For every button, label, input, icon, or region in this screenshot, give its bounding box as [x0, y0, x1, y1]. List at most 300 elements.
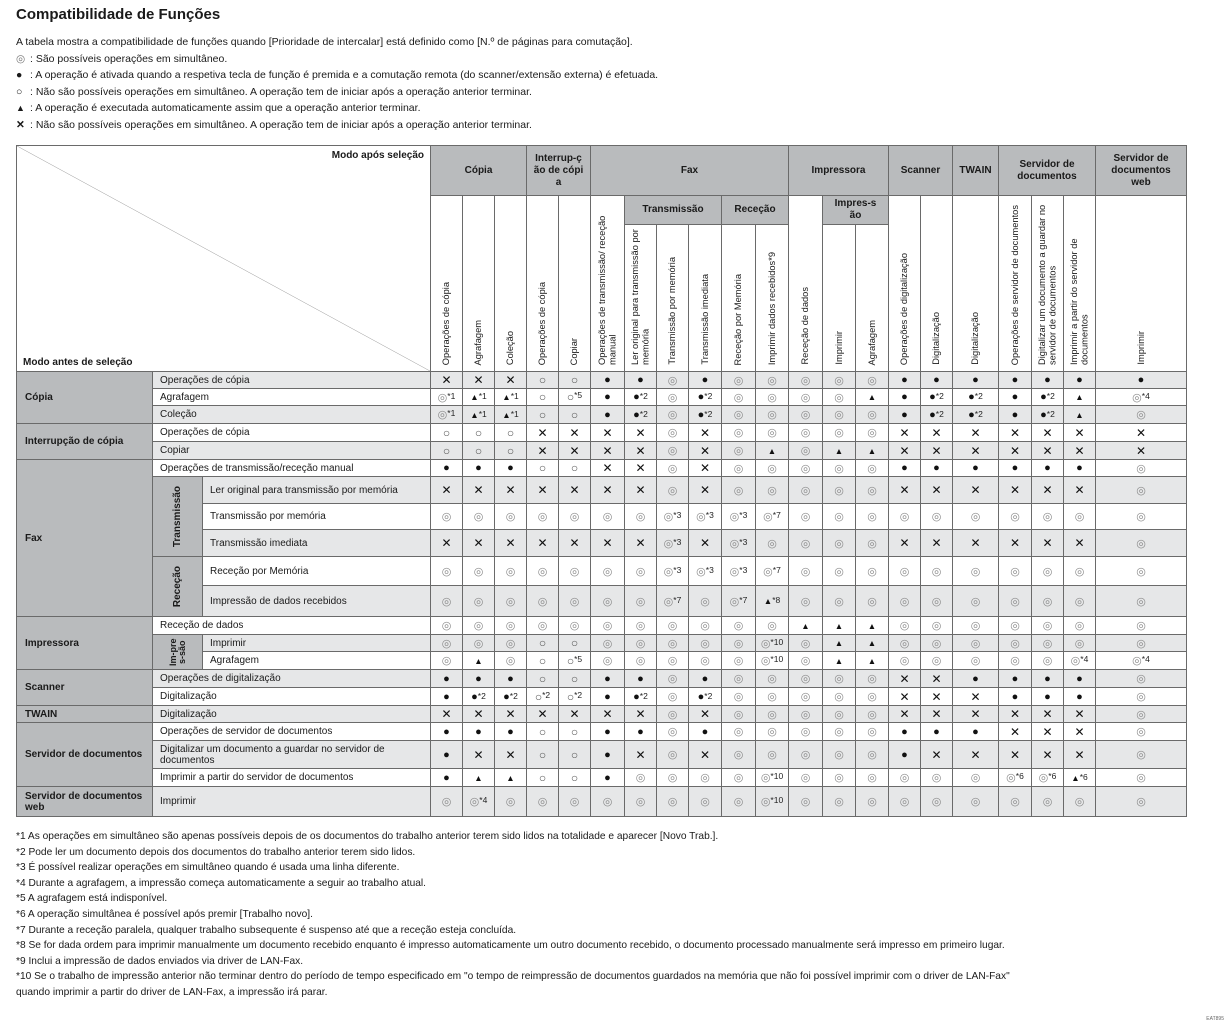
compat-cell [689, 706, 722, 723]
footnote-ref: *2 [574, 689, 583, 700]
cross-icon: ✕ [899, 671, 910, 686]
compat-cell [1096, 477, 1187, 504]
compat-cell [722, 372, 756, 389]
double-circle-icon: ◎ [767, 726, 777, 738]
compat-cell [889, 557, 921, 586]
compat-cell [625, 769, 657, 787]
compat-cell [527, 557, 559, 586]
compat-cell [689, 372, 722, 389]
double-circle-icon: ◎ [931, 655, 942, 667]
compat-cell [722, 670, 756, 688]
double-circle-icon: ◎ [1006, 772, 1016, 784]
double-circle-icon: ◎ [1074, 595, 1085, 608]
compat-cell [431, 530, 463, 557]
double-circle-icon: ◎ [667, 655, 678, 667]
double-circle-icon: ◎ [505, 796, 516, 808]
double-circle-icon: ◎ [800, 565, 811, 578]
compat-cell [856, 670, 889, 688]
compat-cell [559, 504, 591, 530]
cross-icon: ✕ [1009, 724, 1021, 739]
double-circle-icon: ◎ [867, 565, 877, 578]
footnote: *3 É possível realizar operações em simultâneo quando é usada uma linha diferente. [16, 862, 400, 874]
filled-circle-icon: ● [1137, 374, 1145, 386]
double-circle-icon: ◎ [1070, 655, 1081, 667]
compat-cell [689, 688, 722, 706]
compat-cell [756, 530, 789, 557]
triangle-icon: ▲ [16, 103, 25, 113]
compat-cell [1032, 442, 1064, 460]
triangle-icon: ▲ [834, 655, 844, 666]
compat-cell [657, 424, 689, 442]
double-circle-icon: ◎ [1136, 462, 1146, 475]
double-circle-icon: ◎ [1136, 511, 1146, 523]
filled-circle-icon: ● [604, 725, 611, 738]
row-label: Agrafagem [153, 389, 431, 406]
row-label: Digitalização [153, 688, 431, 706]
footnote-ref: *6 [1048, 771, 1057, 781]
footnote-ref: *1 [478, 408, 487, 419]
compat-cell [953, 389, 999, 406]
cross-icon: ✕ [537, 443, 548, 458]
footnote: *6 A operação simultânea é possível após premir [Trabalho novo]. [16, 908, 313, 920]
filled-circle-icon: ● [697, 408, 705, 421]
compat-cell [756, 424, 789, 442]
filled-circle-icon: ● [972, 672, 979, 685]
footnote-ref: *6 [1079, 771, 1088, 782]
compat-cell [999, 617, 1032, 635]
compat-cell [1096, 504, 1187, 530]
cross-icon: ✕ [1042, 707, 1053, 721]
double-circle-icon: ◎ [760, 655, 771, 667]
compat-cell [756, 706, 789, 723]
mode-docserver: Servidor de documentos [17, 723, 153, 787]
compat-cell [689, 389, 722, 406]
compat-cell [1064, 460, 1096, 477]
compat-cell [789, 389, 823, 406]
compat-cell [953, 477, 999, 504]
compat-cell [495, 406, 527, 424]
compat-cell [527, 723, 559, 741]
double-circle-icon: ◎ [473, 565, 484, 578]
double-circle-icon: ◎ [667, 374, 678, 387]
legend-item: ▲ : A operação é executada automaticamente assim que a operação anterior terminar. [16, 100, 658, 117]
mode-scanner: Scanner [17, 670, 153, 706]
cross-icon: ✕ [899, 689, 910, 704]
compat-cell [1096, 406, 1187, 424]
double-circle-icon: ◎ [635, 772, 646, 784]
double-circle-icon: ◎ [834, 673, 844, 685]
compat-cell [657, 586, 689, 617]
filled-circle-icon: ● [901, 748, 908, 761]
filled-circle-icon: ● [637, 672, 644, 685]
open-circle-icon: ○ [538, 461, 547, 475]
table-row [17, 706, 1187, 723]
triangle-icon: ▲ [502, 392, 511, 402]
compat-cell [625, 477, 657, 504]
double-circle-icon: ◎ [767, 484, 777, 497]
double-circle-icon: ◎ [505, 511, 516, 523]
double-circle-icon: ◎ [667, 462, 678, 475]
compat-cell [999, 787, 1032, 817]
double-circle-icon: ◎ [899, 511, 910, 523]
column-header: Imprimir dados recebidos*9 [756, 225, 789, 372]
double-circle-icon: ◎ [733, 462, 744, 475]
compat-cell [527, 460, 559, 477]
compat-cell [789, 769, 823, 787]
double-circle-icon: ◎ [667, 484, 678, 497]
double-circle-icon: ◎ [537, 595, 548, 608]
group-header-fax: Fax [591, 146, 789, 196]
double-circle-icon: ◎ [667, 427, 678, 439]
compat-cell [625, 442, 657, 460]
filled-circle-icon: ● [929, 391, 936, 403]
triangle-icon: ▲ [474, 655, 483, 666]
double-circle-icon: ◎ [667, 772, 678, 784]
compat-cell [689, 460, 722, 477]
open-circle-icon: ○ [570, 636, 579, 650]
double-circle-icon: ◎ [663, 595, 674, 608]
compat-cell [1064, 652, 1096, 670]
double-circle-icon: ◎ [970, 511, 981, 523]
compat-cell [1096, 442, 1187, 460]
double-circle-icon: ◎ [602, 620, 613, 632]
compat-cell [625, 504, 657, 530]
compat-cell [889, 424, 921, 442]
compat-cell [1064, 442, 1096, 460]
compat-cell [559, 688, 591, 706]
compat-cell [527, 652, 559, 670]
double-circle-icon: ◎ [1136, 620, 1146, 632]
double-circle-icon: ◎ [700, 772, 710, 784]
compat-cell [463, 442, 495, 460]
footnote-ref: *5 [574, 653, 583, 664]
compat-cell [689, 635, 722, 652]
double-circle-icon: ◎ [834, 708, 844, 721]
cross-icon: ✕ [569, 483, 580, 497]
cross-icon: ✕ [970, 707, 981, 721]
double-circle-icon: ◎ [834, 511, 844, 523]
double-circle-icon: ◎ [867, 796, 877, 808]
cross-icon: ✕ [699, 536, 711, 550]
column-header: Operações de servidor de documentos [999, 196, 1032, 372]
filled-circle-icon: ● [933, 374, 940, 386]
compat-cell [463, 372, 495, 389]
filled-circle-icon: ● [1044, 374, 1051, 386]
column-header: Agrafagem [856, 225, 889, 372]
filled-circle-icon: ● [972, 725, 979, 738]
double-circle-icon: ◎ [767, 620, 777, 632]
compat-cell [1032, 389, 1064, 406]
cross-icon: ✕ [441, 536, 452, 550]
cross-icon: ✕ [1135, 425, 1147, 440]
compat-cell [756, 741, 789, 769]
mode-twain: TWAIN [17, 706, 153, 723]
row-label: Ler original para transmissão por memória [203, 477, 431, 504]
compat-cell [999, 769, 1032, 787]
compat-cell [625, 460, 657, 477]
cross-icon: ✕ [1009, 483, 1021, 497]
double-circle-icon: ◎ [441, 565, 452, 578]
compat-cell [657, 389, 689, 406]
footnote: *9 Inclui a impressão de dados enviados via driver de LAN-Fax. [16, 955, 304, 967]
compat-cell [999, 688, 1032, 706]
double-circle-icon: ◎ [667, 796, 678, 808]
compat-cell [1032, 635, 1064, 652]
compat-cell [1064, 389, 1096, 406]
compat-cell [1096, 617, 1187, 635]
compat-cell [1064, 586, 1096, 617]
cross-icon: ✕ [1074, 483, 1085, 497]
double-circle-icon: ◎ [800, 445, 811, 457]
compat-cell [722, 557, 756, 586]
double-circle-icon: ◎ [1010, 595, 1020, 608]
compat-cell [559, 670, 591, 688]
compat-cell [921, 688, 953, 706]
compat-cell [689, 477, 722, 504]
compat-cell [823, 706, 856, 723]
double-circle-icon: ◎ [834, 462, 844, 475]
compat-cell [625, 406, 657, 424]
compat-cell [953, 787, 999, 817]
double-circle-icon: ◎ [834, 374, 844, 387]
compat-cell [625, 586, 657, 617]
compat-cell [431, 389, 463, 406]
mode-before-label: Modo antes de seleção [23, 357, 133, 368]
triangle-icon: ▲ [502, 409, 511, 420]
subgroup-header-print: Impres-são [823, 196, 889, 225]
compat-cell [591, 787, 625, 817]
compat-cell [1096, 460, 1187, 477]
double-circle-icon: ◎ [800, 374, 811, 387]
double-circle-icon: ◎ [441, 511, 452, 523]
triangle-icon: ▲ [1071, 772, 1080, 783]
compat-cell [921, 706, 953, 723]
compat-cell [495, 389, 527, 406]
compat-cell [789, 557, 823, 586]
compat-cell [1032, 477, 1064, 504]
compat-cell [999, 406, 1032, 424]
compat-cell [625, 723, 657, 741]
double-circle-icon: ◎ [733, 445, 744, 457]
double-circle-icon: ◎ [700, 637, 710, 650]
compat-cell [559, 787, 591, 817]
triangle-icon: ▲ [1075, 409, 1084, 420]
open-circle-icon: ○ [570, 407, 579, 422]
compat-cell [921, 460, 953, 477]
triangle-icon: ▲ [867, 445, 877, 456]
compat-cell [463, 706, 495, 723]
compat-cell [823, 557, 856, 586]
filled-circle-icon: ● [1044, 672, 1051, 685]
compat-cell [722, 741, 756, 769]
compat-cell [495, 652, 527, 670]
compat-cell [921, 586, 953, 617]
compat-cell [591, 706, 625, 723]
cross-icon: ✕ [899, 425, 910, 440]
double-circle-icon: ◎ [1074, 620, 1085, 632]
compat-cell [856, 530, 889, 557]
compat-cell [625, 688, 657, 706]
double-circle-icon: ◎ [602, 565, 613, 578]
compat-cell [722, 769, 756, 787]
compat-cell [625, 787, 657, 817]
compat-cell [1064, 706, 1096, 723]
compat-cell [999, 477, 1032, 504]
filled-circle-icon: ● [475, 725, 482, 738]
compat-cell [823, 586, 856, 617]
footnote: quando imprimir a partir do driver de LAN-Fax, a impressão irá parar. [16, 986, 328, 998]
compat-cell [823, 741, 856, 769]
filled-circle-icon: ● [1011, 408, 1019, 421]
figure-code: EAT895 [1206, 1016, 1224, 1022]
double-circle-icon: ◎ [733, 620, 744, 632]
footnote-ref: *3 [705, 510, 714, 520]
compat-cell [856, 652, 889, 670]
cross-icon: ✕ [569, 536, 580, 550]
compat-cell [431, 769, 463, 787]
compat-cell [1032, 706, 1064, 723]
open-circle-icon: ○ [566, 653, 575, 668]
double-circle-icon: ◎ [899, 637, 910, 650]
filled-circle-icon: ● [604, 374, 611, 386]
double-circle-icon: ◎ [733, 772, 744, 784]
open-circle-icon: ○ [474, 443, 483, 458]
compat-cell [431, 741, 463, 769]
compat-cell [889, 652, 921, 670]
cross-icon: ✕ [899, 483, 910, 497]
filled-circle-icon: ● [633, 408, 640, 421]
double-circle-icon: ◎ [635, 655, 646, 667]
double-circle-icon: ◎ [1136, 565, 1146, 578]
double-circle-icon: ◎ [1136, 691, 1146, 703]
cross-icon: ✕ [699, 443, 711, 458]
double-circle-icon: ◎ [700, 796, 710, 808]
compat-cell [921, 769, 953, 787]
compat-cell [1064, 557, 1096, 586]
double-circle-icon: ◎ [16, 52, 26, 65]
subgroup-header-transmission: Transmissão [625, 196, 722, 225]
compat-cell [625, 617, 657, 635]
double-circle-icon: ◎ [700, 620, 710, 632]
compat-cell [495, 787, 527, 817]
compat-cell [625, 706, 657, 723]
double-circle-icon: ◎ [733, 427, 744, 439]
filled-circle-icon: ● [443, 690, 450, 703]
cross-icon: ✕ [1009, 747, 1021, 762]
compat-cell [921, 504, 953, 530]
compat-cell [756, 652, 789, 670]
compat-cell [856, 688, 889, 706]
compat-cell [495, 723, 527, 741]
double-circle-icon: ◎ [760, 796, 771, 808]
compat-cell [559, 635, 591, 652]
double-circle-icon: ◎ [733, 796, 744, 808]
double-circle-icon: ◎ [667, 391, 678, 404]
double-circle-icon: ◎ [473, 595, 484, 608]
triangle-icon: ▲ [867, 392, 877, 402]
filled-circle-icon: ● [1011, 690, 1019, 703]
filled-circle-icon: ● [968, 408, 975, 421]
footnote: *4 Durante a agrafagem, a impressão começa automaticamente a seguir ao trabalho atual. [16, 877, 426, 889]
compat-cell [921, 530, 953, 557]
triangle-icon: ▲ [834, 620, 844, 631]
double-circle-icon: ◎ [700, 595, 710, 608]
footnote-ref: *1 [447, 408, 456, 418]
double-circle-icon: ◎ [667, 637, 678, 650]
compat-cell [789, 477, 823, 504]
compat-cell [431, 617, 463, 635]
table-row [17, 477, 1187, 504]
double-circle-icon: ◎ [834, 691, 844, 703]
footnote-ref: *2 [974, 391, 983, 401]
compat-cell [823, 635, 856, 652]
cross-icon: ✕ [899, 707, 910, 721]
compat-cell [527, 635, 559, 652]
compat-cell [722, 586, 756, 617]
double-circle-icon: ◎ [970, 796, 981, 808]
double-circle-icon: ◎ [834, 427, 844, 439]
double-circle-icon: ◎ [1042, 565, 1053, 578]
compat-cell [999, 424, 1032, 442]
double-circle-icon: ◎ [767, 691, 777, 703]
compat-cell [463, 504, 495, 530]
cross-icon: ✕ [635, 443, 646, 458]
compat-cell [657, 477, 689, 504]
footnote-ref: *3 [705, 564, 714, 575]
intro-text: A tabela mostra a compatibilidade de funções quando [Prioridade de intercalar] está definido como [N.º de páginas para comutação]. [16, 36, 633, 48]
compat-cell [1096, 741, 1187, 769]
double-circle-icon: ◎ [800, 427, 811, 439]
double-circle-icon: ◎ [1132, 655, 1142, 667]
filled-circle-icon: ● [443, 462, 450, 474]
diagonal-line [17, 146, 430, 371]
cross-icon: ✕ [602, 425, 613, 440]
compat-cell [889, 477, 921, 504]
compat-cell [495, 372, 527, 389]
double-circle-icon: ◎ [834, 391, 844, 404]
compat-cell [559, 706, 591, 723]
double-circle-icon: ◎ [800, 511, 811, 523]
triangle-icon: ▲ [867, 655, 877, 666]
compat-cell [722, 635, 756, 652]
double-circle-icon: ◎ [537, 620, 548, 632]
table-row [17, 617, 1187, 635]
compat-cell [657, 460, 689, 477]
compat-cell [463, 723, 495, 741]
compat-cell [953, 688, 999, 706]
footnote-ref: *8 [772, 595, 781, 605]
row-label: Operações de transmissão/receção manual [153, 460, 431, 477]
compat-cell [495, 424, 527, 442]
compat-cell [823, 504, 856, 530]
table-row [17, 670, 1187, 688]
compat-cell [1096, 372, 1187, 389]
compat-cell [889, 617, 921, 635]
double-circle-icon: ◎ [767, 537, 777, 550]
compat-cell [999, 586, 1032, 617]
footnote-ref: *3 [739, 536, 748, 547]
compat-cell [789, 530, 823, 557]
footnote-ref: *1 [510, 391, 519, 401]
cross-icon: ✕ [505, 707, 516, 721]
compat-cell [591, 406, 625, 424]
double-circle-icon: ◎ [733, 484, 744, 497]
double-circle-icon: ◎ [1136, 772, 1146, 784]
compat-cell [431, 635, 463, 652]
cross-icon: ✕ [931, 747, 942, 762]
cross-icon: ✕ [970, 483, 981, 497]
column-header: Imprimir [823, 225, 856, 372]
